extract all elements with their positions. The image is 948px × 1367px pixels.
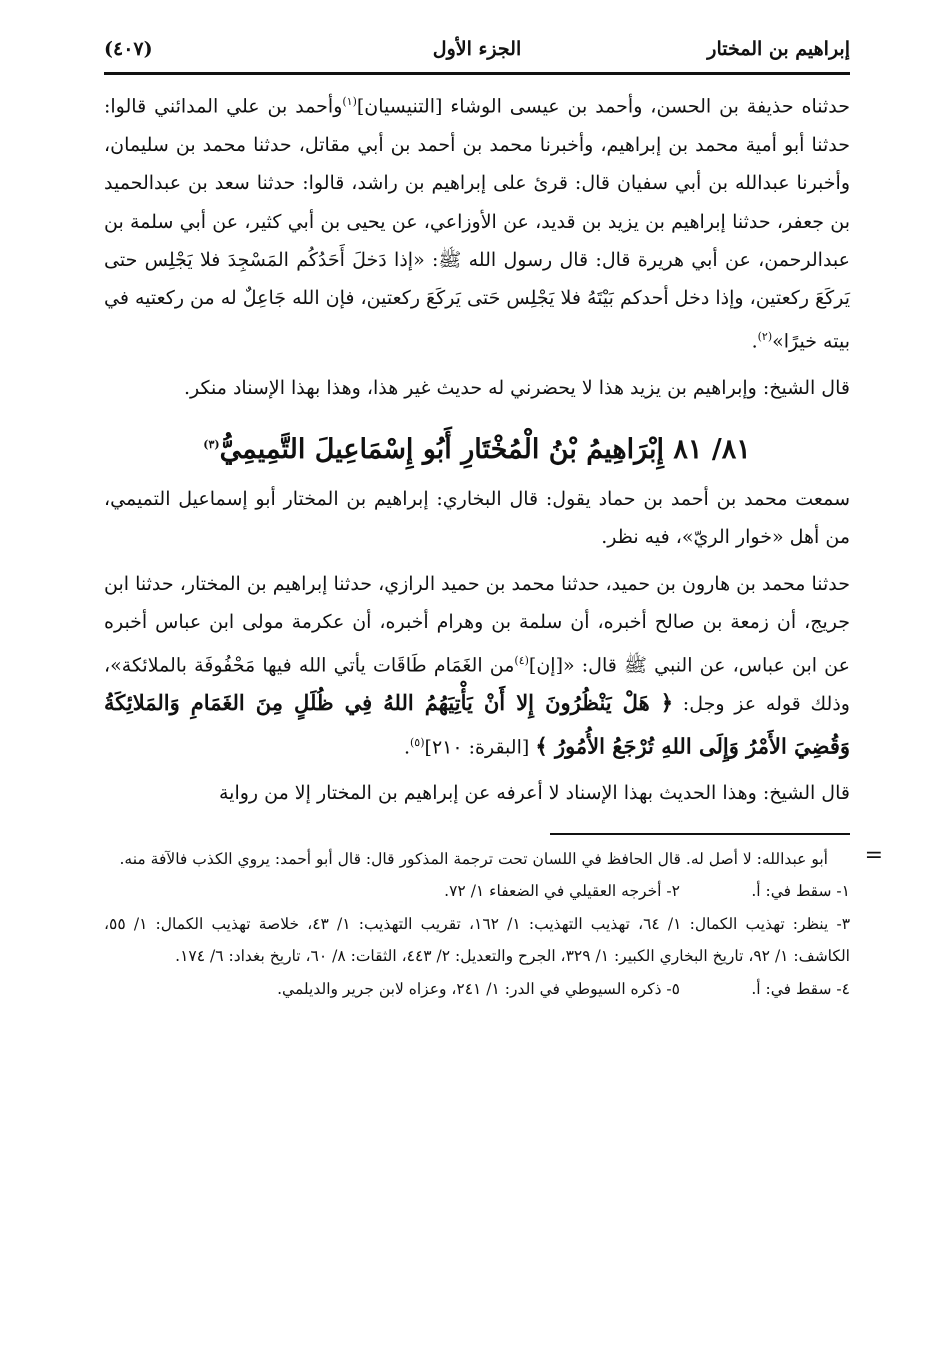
footnote-4: ٤- سقط في: أ. <box>751 979 850 998</box>
footnote-ref-1: (١) <box>342 95 357 108</box>
verse-citation: [البقرة: ٢١٠] <box>424 736 530 758</box>
book-page <box>104 30 883 1005</box>
footnote-3: ٣- ينظر: تهذيب الكمال: ١/ ٦٤، تهذيب التهذيب: ١/ ١٦٢، تقريب التهذيب: ١/ ٤٣، خلاصة تهذيب الكمال: ١/ ٥٥، الكاشف: ١/ ٩٢، تاريخ البخاري الكبير: ١/ ٣٢٩، الجرح والتعديل: ٢/ ٤٤٣، الثقات: ٨/ ٦٠، تاريخ بغداد: ٦/ ١٧٤. <box>104 914 851 966</box>
page-number: (٤٠٧) <box>104 38 153 60</box>
sheikh-comment-2: قال الشيخ: وهذا الحديث بهذا الإسناد لا أعرفه عن إبراهيم بن المختار إلا من رواية <box>218 782 850 805</box>
footnote-row-4-5 <box>104 973 850 1006</box>
footnote-ref-4: (٤) <box>514 653 529 667</box>
hadith-paragraph-2: حدثنا محمد بن هارون بن حميد، حدثنا محمد بن حميد الرازي، حدثنا إبراهيم بن المختار، حدثنا ابن جريج، أن زمعة بن صالح أخبره، أن سلمة بن وهرام أخبره، أن عكرمة مولى ابن عباس أخبره عن ابن عباس، عن النبي ﷺ قال: «[إن]$^{(٤)}$من الغَمَام طَاقَات يأتي الله فيها مَحْفُوفَة بالملائكة»، وذلك قوله عز وجل: ﴿ هَلْ يَنْظُرُونَ إِلا أَنْ يَأْتِيَهُمُ اللهُ فِي ظُلَلٍ مِنَ الغَمَامِ وَالمَلائِكَةُ وَقُضِيَ الأَمْرُ وَإِلَى اللهِ تُرْجَعُ الأُمُورُ ﴾ [البقرة: ٢١٠]$^{(٥)}$. <box>104 572 850 758</box>
footnote-ref-5: (٥) <box>410 735 425 749</box>
running-header <box>104 30 850 70</box>
footnote-ref-2: (٢) <box>757 329 773 343</box>
main-text <box>104 83 850 813</box>
footnote-ref-3: (٣) <box>203 437 220 451</box>
footnote-separator <box>550 833 850 835</box>
footnote-row-1-2 <box>104 875 850 908</box>
entry-heading: ٨١/ ٨١ إِبْرَاهِيمُ بْنُ الْمُخْتَارِ أَبُو إِسْمَاعِيلَ التَّمِيمِيُّ$^{(٣)}$ <box>203 433 751 465</box>
footnote-continuation: أبو عبدالله: لا أصل له. قال الحافظ في اللسان تحت ترجمة المذكور قال: قال أبو أحمد: يروي الكذب فالآفة منه. <box>119 849 828 868</box>
footnote-1: ١- سقط في: أ. <box>751 882 850 901</box>
footnotes <box>104 842 883 1006</box>
continuation-mark: = <box>864 842 883 868</box>
header-volume: الجزء الأول <box>432 38 522 60</box>
hadith-paragraph-1: حدثناه حذيفة بن الحسن، وأحمد بن عيسى الوشاء [التنيسيان]$^{(١)}$وأحمد بن علي المدائني قالوا: حدثنا أبو أمية محمد بن إبراهيم، وأخبرنا محمد بن أحمد بن أبي مقاتل، حدثنا محمد بن سليمان، وأخبرنا عبدالله بن أبي سفيان قال: قرئ على إبراهيم بن راشد، قالوا: حدثنا سعد بن عبدالحميد بن جعفر، حدثنا إبراهيم بن يزيد بن قديد، عن الأوزاعي، عن يحيى بن أبي كثير، عن أبي سلمة بن عبدالرحمن، عن أبي هريرة قال: قال رسول الله ﷺ: «إذا دَخلَ أَحَدُكُم المَسْجِدَ فلا يَجْلِس حتى يَركَعَ ركعتين، وإذا دخل أحدكم بَيْتَهُ فلا يَجْلِس حَتى يَركَعَ ركعتين، فإن الله جَاعِلٌ له من ركعتيه في بيته خيرًا»$^{(٢)}$. <box>104 95 850 353</box>
quran-verse: ﴿ هَلْ يَنْظُرُونَ إِلا أَنْ يَأْتِيَهُمُ اللهُ فِي ظُلَلٍ مِنَ الغَمَامِ وَالمَلائِكَةُ وَقُضِيَ الأَمْرُ وَإِلَى اللهِ تُرْجَعُ الأُمُورُ ﴾ <box>104 690 850 758</box>
footnote-2: ٢- أخرجه العقيلي في الضعفاء ١/ ٧٢. <box>444 882 680 901</box>
bukhari-quote-paragraph: سمعت محمد بن أحمد بن حماد يقول: قال البخاري: إبراهيم بن المختار أبو إسماعيل التميمي، من أهل «خوار الريّ»، فيه نظر. <box>104 487 850 549</box>
footnote-5: ٥- ذكره السيوطي في الدر: ١/ ٢٤١، وعزاه لابن جرير والديلمي. <box>277 979 680 998</box>
header-chapter-name: إبراهيم بن المختار <box>707 38 850 60</box>
sheikh-comment-1: قال الشيخ: وإبراهيم بن يزيد هذا لا يحضرني له حديث غير هذا، وهذا بهذا الإسناد منكر. <box>183 376 850 399</box>
header-rule <box>104 72 850 75</box>
